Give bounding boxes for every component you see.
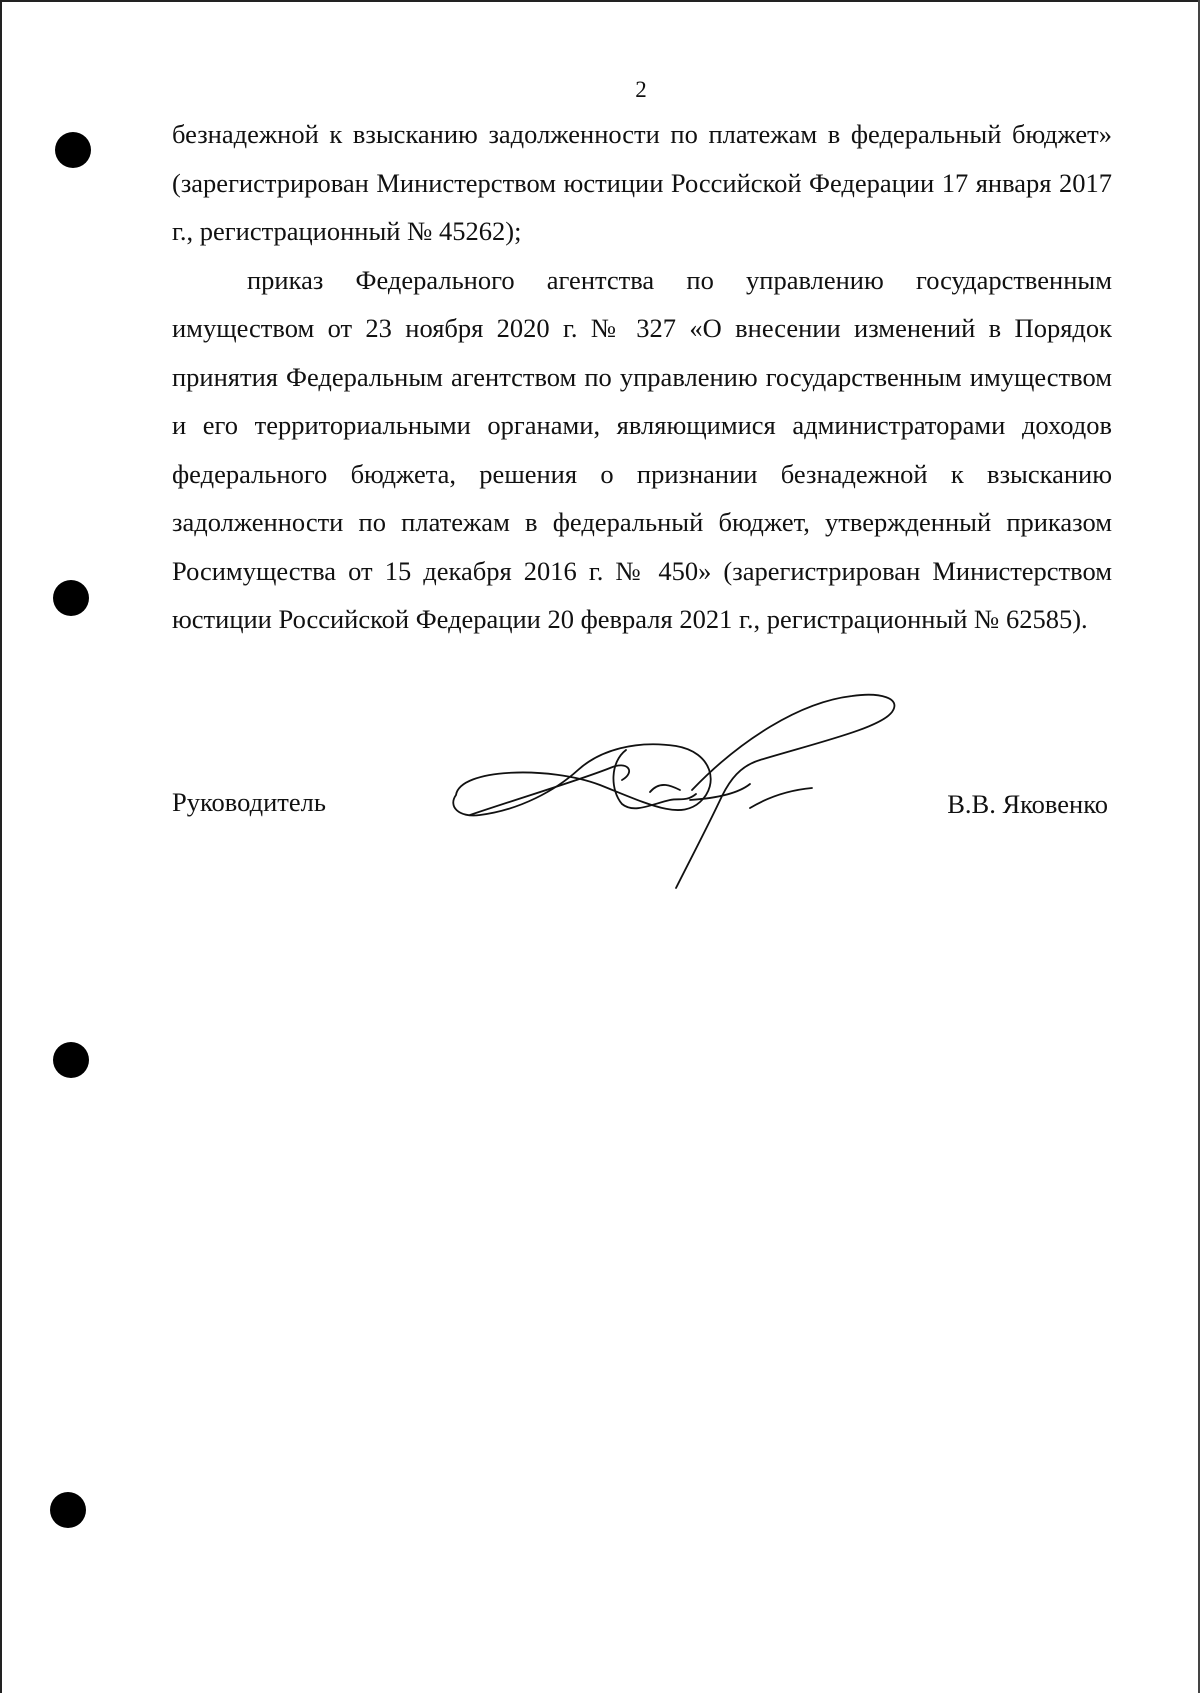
- punch-hole-icon: [55, 132, 91, 168]
- scan-edge-top: [0, 0, 1200, 2]
- punch-hole-icon: [53, 580, 89, 616]
- signatory-position: Руководитель: [172, 787, 326, 817]
- page-number: 2: [635, 77, 647, 102]
- handwritten-signature-icon: [440, 680, 920, 900]
- paragraph-continuation: безнадежной к взысканию задолженности по платежам в федеральный бюджет» (зарегистрирован Министерством юстиции Российской Федерации 17 января 2017 г., регистрационный № 45262);: [172, 119, 1112, 246]
- scan-edge-left: [0, 0, 2, 1693]
- punch-hole-icon: [53, 1042, 89, 1078]
- signatory-name: В.В. Яковенко: [947, 789, 1108, 819]
- paragraph-order-reference: приказ Федерального агентства по управлению государственным имуществом от 23 ноября 2020 г. № 327 «О внесении изменений в Порядок принятия Федеральным агентством по управлению государственным имуществом и его территориальными органами, являющимися администраторами доходов федерального бюджета, решения о признании безнадежной к взысканию задолженности по платежам в федеральный бюджет, утвержденный приказом Росимущества от 15 декабря 2016 г. № 450» (зарегистрирован Министерством юстиции Российской Федерации 20 февраля 2021 г., регистрационный № 62585).: [172, 264, 1112, 634]
- document-body: [172, 110, 1112, 644]
- punch-hole-icon: [50, 1492, 86, 1528]
